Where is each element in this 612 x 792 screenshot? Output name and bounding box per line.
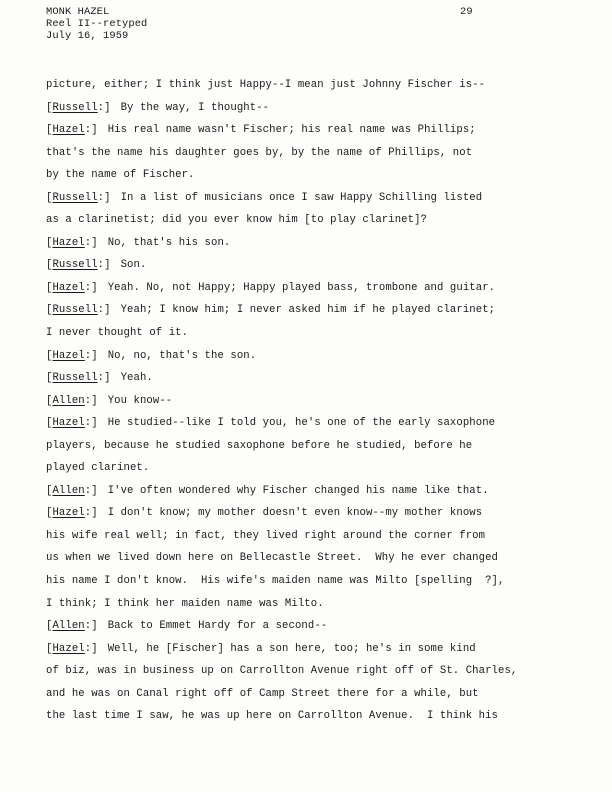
line-text: No, that's his son. <box>107 236 231 249</box>
speaker-name: Russell <box>52 191 98 204</box>
line-text: Son. <box>120 259 147 272</box>
speaker-name: Russell <box>52 304 98 317</box>
transcript-line <box>46 390 586 413</box>
speaker-name: Allen <box>52 620 85 633</box>
transcript-line <box>46 142 586 165</box>
line-text: You know-- <box>107 394 173 407</box>
speaker-name: Hazel <box>52 281 85 294</box>
transcript-line <box>46 345 586 368</box>
transcript-line <box>46 119 586 142</box>
line-text: Yeah. <box>120 372 153 385</box>
transcript-line <box>46 412 586 435</box>
speaker-name: Hazel <box>52 236 85 249</box>
speaker-label: [Hazel:] <box>46 417 98 430</box>
transcript-line <box>46 705 586 728</box>
transcript-line <box>46 525 586 548</box>
speaker-label: [Allen:] <box>46 394 98 407</box>
speaker-name: Russell <box>52 101 98 114</box>
speaker-label: [Hazel:] <box>46 281 98 294</box>
transcript-line <box>46 74 586 97</box>
speaker-name: Hazel <box>52 349 85 362</box>
speaker-label: [Hazel:] <box>46 124 98 137</box>
transcript-body <box>46 74 586 728</box>
transcript-line <box>46 593 586 616</box>
speaker-name: Hazel <box>52 642 85 655</box>
transcript-line <box>46 299 586 322</box>
transcript-line <box>46 457 586 480</box>
speaker-label: [Allen:] <box>46 620 98 633</box>
transcript-line <box>46 683 586 706</box>
speaker-label: [Russell:] <box>46 304 111 317</box>
line-text: played clarinet. <box>46 462 150 475</box>
transcript-line <box>46 97 586 120</box>
transcript-line <box>46 502 586 525</box>
page-number: 29 <box>460 6 473 18</box>
transcript-line <box>46 480 586 503</box>
line-text: the last time I saw, he was up here on Carrollton Avenue. I think his <box>46 710 499 723</box>
line-text: In a list of musicians once I saw Happy Schilling listed <box>120 191 483 204</box>
transcript-line <box>46 638 586 661</box>
transcript-line <box>46 164 586 187</box>
speaker-name: Hazel <box>52 507 85 520</box>
transcript-line <box>46 232 586 255</box>
line-text: his name I don't know. His wife's maiden name was Milto [spelling ?], <box>46 575 505 588</box>
speaker-name: Russell <box>52 372 98 385</box>
line-text: players, because he studied saxophone before he studied, before he <box>46 439 473 452</box>
line-text: No, no, that's the son. <box>107 349 257 362</box>
line-text: Back to Emmet Hardy for a second-- <box>107 620 328 633</box>
speaker-name: Russell <box>52 259 98 272</box>
speaker-label: [Allen:] <box>46 484 98 497</box>
speaker-label: [Hazel:] <box>46 507 98 520</box>
transcript-line <box>46 570 586 593</box>
speaker-label: [Hazel:] <box>46 236 98 249</box>
transcript-line <box>46 254 586 277</box>
speaker-name: Allen <box>52 484 85 497</box>
speaker-name: Hazel <box>52 417 85 430</box>
speaker-label: [Russell:] <box>46 191 111 204</box>
line-text: Well, he [Fischer] has a son here, too; he's in some kind <box>107 642 476 655</box>
line-text: and he was on Canal right off of Camp Street there for a while, but <box>46 687 479 700</box>
speaker-label: [Russell:] <box>46 259 111 272</box>
line-text: his wife real well; in fact, they lived right around the corner from <box>46 529 486 542</box>
speaker-name: Hazel <box>52 124 85 137</box>
line-text: I think; I think her maiden name was Milto. <box>46 597 324 610</box>
transcript-line <box>46 660 586 683</box>
line-text: by the name of Fischer. <box>46 169 195 182</box>
line-text: us when we lived down here on Bellecastle Street. Why he ever changed <box>46 552 499 565</box>
line-text: I never thought of it. <box>46 327 189 340</box>
interview-date: July 16, 1959 <box>46 30 129 42</box>
speaker-label: [Russell:] <box>46 372 111 385</box>
transcript-line <box>46 187 586 210</box>
line-text: I don't know; my mother doesn't even know--my mother knows <box>107 507 483 520</box>
line-text: Yeah; I know him; I never asked him if he played clarinet; <box>120 304 496 317</box>
speaker-label: [Hazel:] <box>46 349 98 362</box>
transcript-line <box>46 615 586 638</box>
line-text: I've often wondered why Fischer changed his name like that. <box>107 484 489 497</box>
transcript-line <box>46 277 586 300</box>
line-text: of biz, was in business up on Carrollton Avenue right off of St. Charles, <box>46 665 518 678</box>
transcript-line <box>46 322 586 345</box>
page-header <box>46 6 147 42</box>
transcript-line <box>46 367 586 390</box>
speaker-label: [Hazel:] <box>46 642 98 655</box>
line-text: His real name wasn't Fischer; his real name was Phillips; <box>107 124 476 137</box>
line-text: Yeah. No, not Happy; Happy played bass, trombone and guitar. <box>107 281 496 294</box>
line-text: as a clarinetist; did you ever know him [to play clarinet]? <box>46 214 427 227</box>
transcript-line <box>46 435 586 458</box>
line-text: By the way, I thought-- <box>120 101 270 114</box>
speaker-label: [Russell:] <box>46 101 111 114</box>
interviewee-name: MONK HAZEL <box>46 6 110 18</box>
line-text: that's the name his daughter goes by, by the name of Phillips, not <box>46 146 473 159</box>
reel-label: Reel II--retyped <box>46 18 148 30</box>
transcript-line <box>46 209 586 232</box>
speaker-name: Allen <box>52 394 85 407</box>
line-text: picture, either; I think just Happy--I mean just Johnny Fischer is-- <box>46 79 486 91</box>
transcript-line <box>46 547 586 570</box>
line-text: He studied--like I told you, he's one of the early saxophone <box>107 417 496 430</box>
